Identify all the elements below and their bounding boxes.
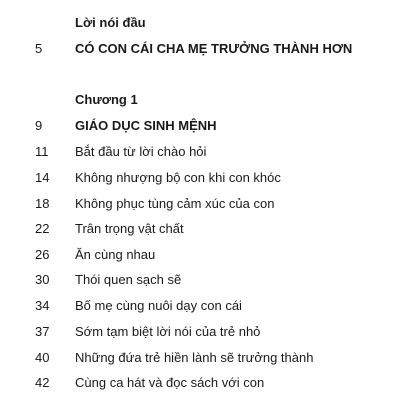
toc-entry-chapter-heading: [0, 116, 400, 136]
preface-label: Lời nói đầu: [75, 15, 146, 30]
entry-title: Ăn cùng nhau: [75, 247, 156, 262]
entry-title: Không phục tùng cảm xúc của con: [75, 196, 275, 211]
toc-entry: [0, 296, 400, 316]
entry-title: Bắt đầu từ lời chào hỏi: [75, 144, 207, 159]
entry-title: Không nhượng bộ con khi con khóc: [75, 170, 281, 185]
entry-title: Những đứa trẻ hiền lành sẽ trưởng thành: [75, 350, 314, 365]
entry-title: Sớm tạm biệt lời nói của trẻ nhỏ: [75, 324, 261, 339]
page-number: 26: [35, 247, 50, 262]
page-number: 18: [35, 196, 50, 211]
page-number: 37: [35, 324, 50, 339]
toc-entry: [0, 245, 400, 265]
entry-title: GIÁO DỤC SINH MỆNH: [75, 118, 217, 133]
page-number: 14: [35, 170, 50, 185]
chapter-label-row: [0, 90, 400, 110]
toc-entry-preface: [0, 39, 400, 59]
entry-title: CÓ CON CÁI CHA MẸ TRƯỞNG THÀNH HƠN: [75, 41, 353, 56]
page-number: 11: [35, 144, 49, 159]
page-number: 5: [35, 41, 43, 56]
toc-entry: [0, 194, 400, 214]
page-number: 9: [35, 118, 43, 133]
toc-entry: [0, 373, 400, 393]
toc-entry: [0, 219, 400, 239]
preface-label-row: [0, 13, 400, 33]
entry-title: Cùng ca hát và đọc sách với con: [75, 375, 265, 390]
toc-entry: [0, 348, 400, 368]
page-number: 22: [35, 221, 50, 236]
page-number: 42: [35, 375, 50, 390]
chapter-label: Chương 1: [75, 92, 138, 107]
toc-entry: [0, 168, 400, 188]
entry-title: Trân trọng vật chất: [75, 221, 184, 236]
toc-entry: [0, 142, 400, 162]
page-number: 34: [35, 298, 50, 313]
page-number: 30: [35, 272, 50, 287]
toc-entry: [0, 322, 400, 342]
entry-title: Thói quen sạch sẽ: [75, 272, 182, 287]
page-number: 40: [35, 350, 50, 365]
toc-entry: [0, 270, 400, 290]
entry-title: Bố mẹ cùng nuôi dạy con cái: [75, 298, 242, 313]
